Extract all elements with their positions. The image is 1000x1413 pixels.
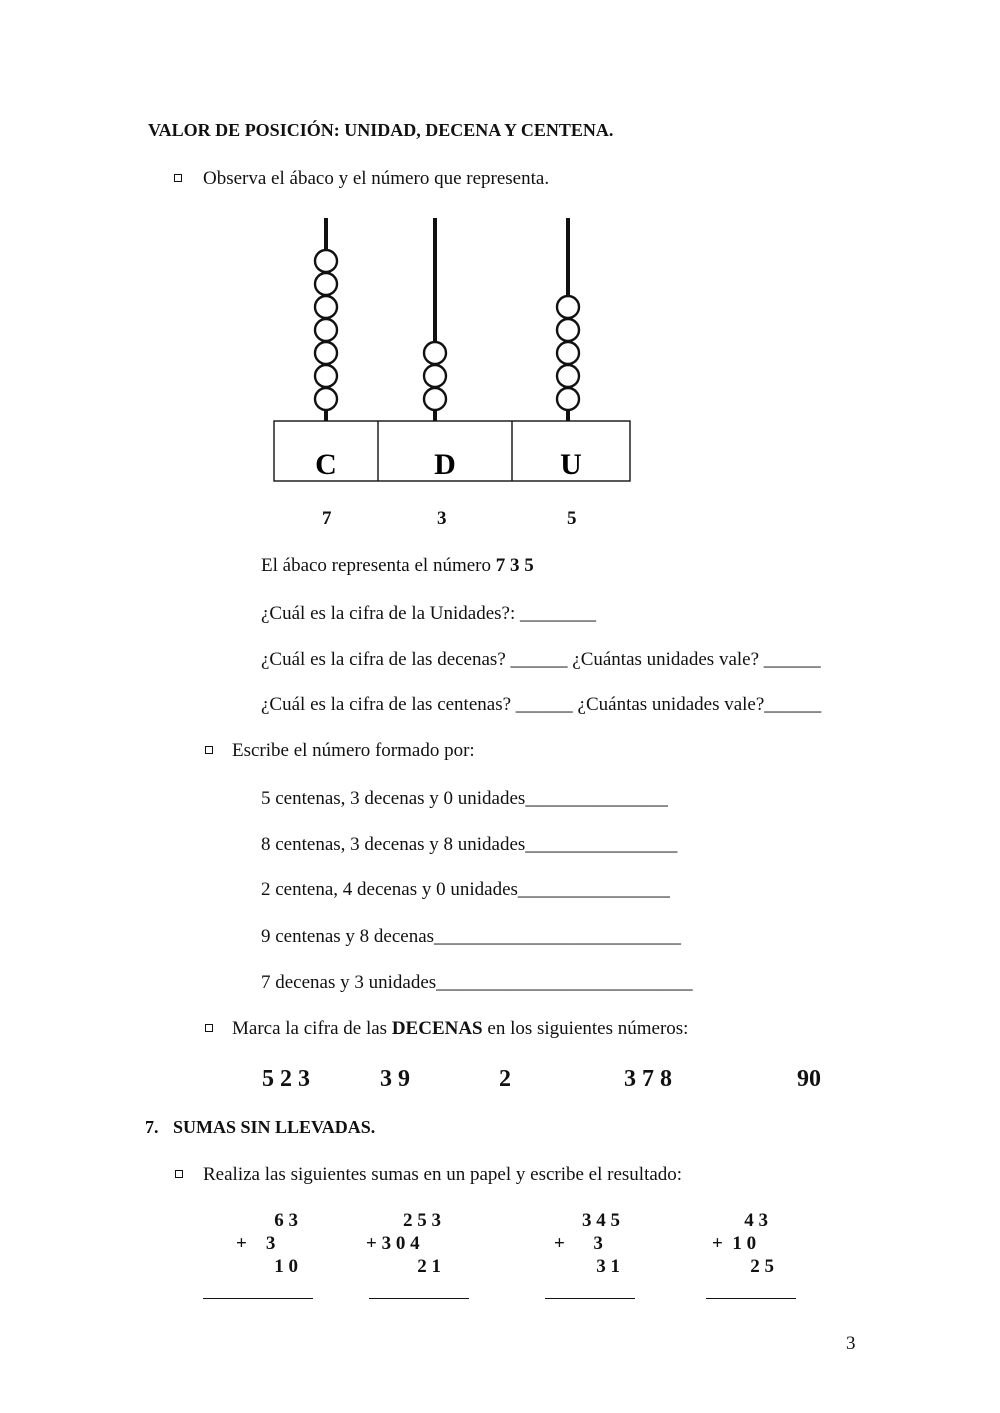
instruction-mark-pre: Marca la cifra de las [232,1018,388,1039]
section-title: VALOR DE POSICIÓN: UNIDAD, DECENA Y CENTENA. [148,120,614,140]
abacus-bead [315,342,337,364]
question-tens: ¿Cuál es la cifra de las decenas? ______ ¿Cuántas unidades vale? ______ [261,649,821,670]
mark-number[interactable]: 3 9 [380,1066,410,1092]
checkbox-bullet-icon [175,1170,183,1178]
mark-number[interactable]: 90 [797,1066,821,1092]
mark-number[interactable]: 3 7 8 [624,1066,672,1092]
abacus-label-c: C [315,448,337,481]
write-item: 5 centenas, 3 decenas y 0 unidades_______________ [261,788,668,809]
mark-number[interactable]: 2 [499,1066,511,1092]
question-units: ¿Cuál es la cifra de la Unidades?: ________ [261,603,597,624]
answer-line[interactable] [203,1298,313,1299]
sum-mid: + 3 0 4 [366,1233,420,1254]
instruction-mark [232,1019,688,1038]
represents-line [261,556,534,575]
sum-top: 3 4 5 [582,1210,620,1231]
sum-mid: + 1 0 [712,1233,757,1254]
abacus-label-u: U [560,448,582,481]
sum-mid: + 3 [554,1233,603,1254]
sum-bottom: 1 0 [274,1256,298,1277]
sum-top: 6 3 [274,1210,298,1231]
write-item: 9 centenas y 8 decenas__________________________ [261,926,682,947]
question-hundreds: ¿Cuál es la cifra de las centenas? ______ ¿Cuántas unidades vale?______ [261,694,822,715]
answer-line[interactable] [369,1298,469,1299]
write-item: 2 centena, 4 decenas y 0 unidades________________ [261,879,670,900]
abacus-bead [557,296,579,318]
abacus-bead [557,342,579,364]
abacus-digit-c: 7 [322,508,332,529]
instruction-mark-post: en los siguientes números: [487,1018,689,1039]
sum-top: 2 5 3 [403,1210,441,1231]
abacus-bead [315,296,337,318]
page-number: 3 [846,1333,856,1354]
abacus-bead [315,365,337,387]
sum-top: 4 3 [744,1210,768,1231]
instruction-mark-bold: DECENAS [391,1018,483,1039]
abacus-digit-d: 3 [437,508,447,529]
abacus-bead [315,273,337,295]
write-item: 7 decenas y 3 unidades___________________________ [261,972,693,993]
instruction-abacus: Observa el ábaco y el número que representa. [203,168,550,189]
checkbox-bullet-icon [174,174,182,182]
abacus-label-d: D [434,448,456,481]
sum-bottom: 2 1 [417,1256,441,1277]
represents-number: 7 3 5 [495,555,534,576]
sum-bottom: 3 1 [596,1256,620,1277]
abacus-figure [268,212,638,488]
abacus-bead [557,388,579,410]
checkbox-bullet-icon [205,1024,213,1032]
instruction-write: Escribe el número formado por: [232,740,475,761]
abacus-bead [557,365,579,387]
write-item: 8 centenas, 3 decenas y 8 unidades________________ [261,834,678,855]
abacus-bead [424,388,446,410]
instruction-sums: Realiza las siguientes sumas en un papel y escribe el resultado: [203,1164,683,1185]
represents-text: El ábaco representa el número [261,555,491,576]
sum-mid: + 3 [236,1233,276,1254]
mark-number[interactable]: 5 2 3 [262,1066,310,1092]
abacus-bead [557,319,579,341]
answer-line[interactable] [706,1298,796,1299]
section7-number: 7. [145,1117,159,1137]
checkbox-bullet-icon [205,746,213,754]
abacus-bead [424,342,446,364]
sum-bottom: 2 5 [750,1256,774,1277]
abacus-rods [315,218,579,421]
abacus-bead [424,365,446,387]
abacus-digit-u: 5 [567,508,577,529]
answer-line[interactable] [545,1298,635,1299]
abacus-bead [315,319,337,341]
section7-title: SUMAS SIN LLEVADAS. [173,1117,376,1137]
abacus-bead [315,388,337,410]
abacus-bead [315,250,337,272]
